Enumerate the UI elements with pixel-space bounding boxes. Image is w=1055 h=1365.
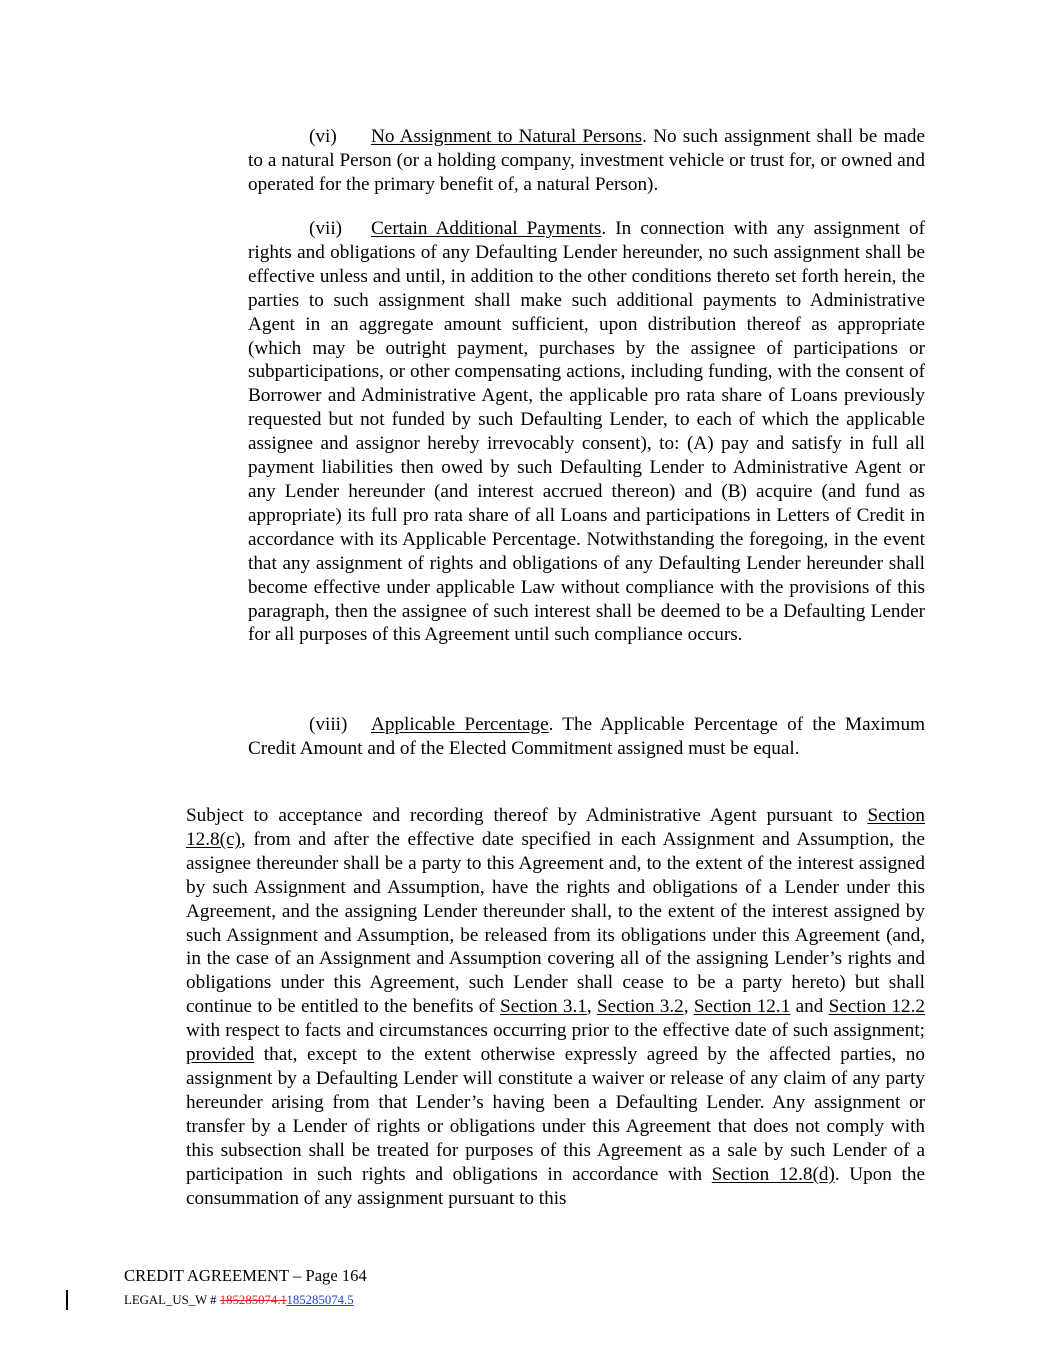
page-footer-label: CREDIT AGREEMENT – Page 164	[124, 1266, 367, 1285]
document-id	[124, 1293, 354, 1308]
section-number: (vi)	[309, 126, 337, 147]
section-reference-link: Section 12.1	[693, 996, 791, 1018]
section-heading: Certain Additional Payments	[371, 218, 602, 239]
document-id-prefix: LEGAL_US_W #	[124, 1293, 220, 1307]
section-body: . No such assignment shall be made to a natural Person (or a holding company, investment vehicle or trust for, or owned and operated for the primary benefit of, a natural Person).	[248, 126, 925, 195]
proviso-term: provided	[186, 1044, 255, 1066]
section-body: . The Applicable Percentage of the Maximum Credit Amount and of the Elected Commitment assigned must be equal.	[248, 714, 925, 759]
section-viii	[248, 713, 925, 761]
main-text: ,	[683, 996, 694, 1018]
main-text: . Upon the consummation of any assignment pursuant to this	[186, 1163, 925, 1209]
document-id-inserted: 185285074.5	[286, 1293, 354, 1307]
main-text: ,	[586, 996, 597, 1018]
main-text: and	[790, 996, 829, 1018]
section-vi	[248, 125, 925, 197]
section-reference-link: Section 12.8(c)	[186, 805, 925, 850]
section-number: (vii)	[309, 218, 343, 239]
section-heading: Applicable Percentage	[371, 714, 549, 735]
section-vii	[248, 217, 925, 647]
section-reference-link: Section 3.2	[596, 996, 684, 1018]
section-reference-link: Section 12.2	[828, 996, 925, 1018]
main-text: that, except to the extent otherwise expressly agreed by the affected parties, no assignment by a Defaulting Lender will constitute a waiver or release of any claim of any party hereunder arising from that Lender’s having been a Defaulting Lender. Any assignment or transfer by a Lender of rights or obligations under this Agreement that does not comply with this subsection shall be treated for purposes of this Agreement as a sale by such Lender of a participation in such rights and obligations in accordance with	[186, 1044, 925, 1185]
document-id-deleted: 185285074.1	[219, 1293, 287, 1307]
section-reference-link: Section 12.8(d)	[711, 1163, 835, 1185]
change-bar	[66, 1290, 68, 1310]
section-number: (viii)	[309, 714, 348, 735]
section-reference-link: Section 3.1	[500, 996, 587, 1018]
section-body: . In connection with any assignment of rights and obligations of any Defaulting Lender hereunder, no such assignment shall be effective unless and until, in addition to the other conditions thereto set forth herein, the parties to such assignment shall make such additional payments to Administrative Agent in an aggregate amount sufficient, upon distribution thereof as appropriate (which may be outright payment, purchases by the assignee of participations or subparticipations, or other compensating actions, including funding, with the consent of Borrower and Administrative Agent, the applicable pro rata share of Loans previously requested but not funded by such Defaulting Lender, to each of which the applicable assignee and assignor hereby irrevocably consent), to: (A) pay and satisfy in full all payment liabilities then owed by such Defaulting Lender to Administrative Agent or any Lender hereunder (and interest accrued thereon) and (B) acquire (and fund as appropriate) its full pro rata share of all Loans and participations in Letters of Credit in accordance with its Applicable Percentage. Notwithstanding the foregoing, in the event that any assignment of rights and obligations of any Defaulting Lender hereunder shall become effective under applicable Law without compliance with the provisions of this paragraph, then the assignee of such interest shall be deemed to be a Defaulting Lender for all purposes of this Agreement until such compliance occurs.	[248, 218, 926, 646]
main-text: Subject to acceptance and recording thereof by Administrative Agent pursuant to	[186, 805, 868, 826]
main-text: with respect to facts and circumstances occurring prior to the effective date of such assignment;	[186, 1020, 925, 1042]
main-text: , from and after the effective date specified in each Assignment and Assumption, the assignee thereunder shall be a party to this Agreement and, to the extent of the interest assigned by such Assignment and Assumption, have the rights and obligations of a Lender under this Agreement, and the assigning Lender thereunder shall, to the extent of the interest assigned by such Assignment and Assumption, be released from its obligations under this Agreement (and, in the case of an Assignment and Assumption covering all of the assigning Lender’s rights and obligations under this Agreement, such Lender shall cease to be a party hereto) but shall continue to be entitled to the benefits of	[186, 828, 925, 1018]
section-heading: No Assignment to Natural Persons	[371, 126, 643, 147]
main-paragraph	[186, 804, 925, 1210]
